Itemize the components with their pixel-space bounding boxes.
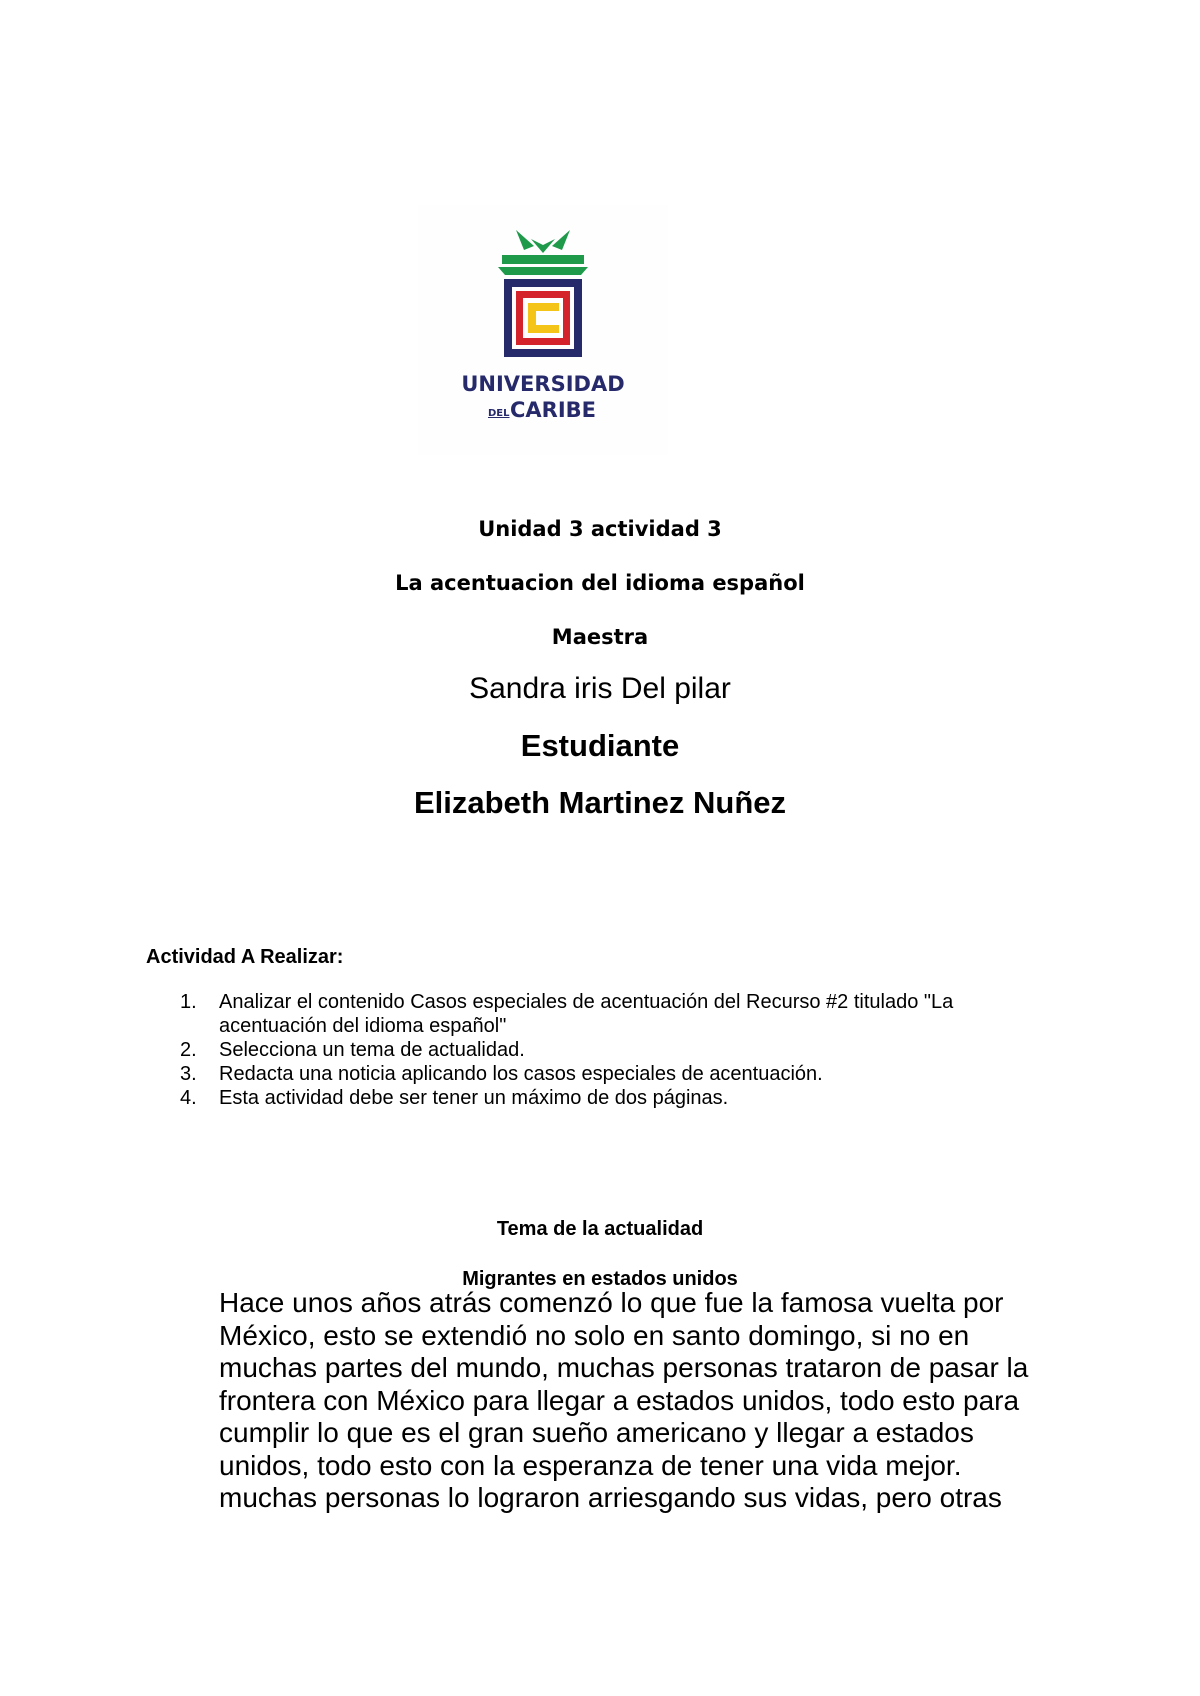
logo-roof-bar <box>498 267 588 275</box>
logo-navy-frame <box>504 279 582 357</box>
topic-section-label: Tema de la actualidad <box>496 1218 704 1240</box>
activity-task-list <box>146 990 1046 1110</box>
list-item-text: Selecciona un tema de actualidad. <box>219 1039 525 1061</box>
list-item-number: 3. <box>180 1063 197 1085</box>
list-item <box>146 990 1046 1038</box>
list-item-number: 2. <box>180 1039 197 1061</box>
activity-heading: Actividad A Realizar: <box>146 946 344 968</box>
logo-text-line2: CARIBE <box>510 398 596 422</box>
list-item-number: 4. <box>180 1087 197 1109</box>
logo-red-frame <box>516 291 570 345</box>
teacher-label: Maestra <box>551 625 649 649</box>
topic-section-title: Migrantes en estados unidos <box>462 1268 738 1290</box>
logo-top-bar <box>502 255 584 264</box>
student-label: Estudiante <box>520 728 680 763</box>
list-item-number: 1. <box>180 991 197 1013</box>
logo-yellow-c <box>528 303 559 333</box>
logo-emblem-icon <box>418 205 668 455</box>
list-item <box>146 1062 1046 1086</box>
university-logo <box>418 205 668 455</box>
topic-title: La acentuacion del idioma español <box>395 571 805 595</box>
logo-text-line1: UNIVERSIDAD <box>461 372 625 396</box>
logo-text-del: DEL <box>488 408 510 419</box>
teacher-name: Sandra iris Del pilar <box>469 672 731 705</box>
list-item-text: Esta actividad debe ser tener un máximo de dos páginas. <box>219 1087 729 1109</box>
student-name: Elizabeth Martinez Nuñez <box>413 785 787 820</box>
logo-leaf-center <box>531 239 555 253</box>
list-item-text: Analizar el contenido Casos especiales de acentuación del Recurso #2 titulado "La acentuación del idioma español" <box>219 991 954 1037</box>
logo-leaf-left <box>516 230 534 250</box>
logo-leaf-right <box>552 230 570 250</box>
unit-title: Unidad 3 actividad 3 <box>478 517 722 541</box>
list-item <box>146 1038 1046 1062</box>
list-item-text: Redacta una noticia aplicando los casos especiales de acentuación. <box>219 1063 823 1085</box>
article-body: Hace unos años atrás comenzó lo que fue la famosa vuelta por México, esto se extendió no solo en santo domingo, si no en muchas partes del mundo, muchas personas trataron de pasar la frontera con México para llegar a estados unidos, todo esto para cumplir lo que es el gran sueño americano y llegar a estados unidos, todo esto con la esperanza de tener una vida mejor. muchas personas lo lograron arriesgando sus vidas, pero otras <box>219 1287 1029 1513</box>
list-item <box>146 1086 1046 1110</box>
